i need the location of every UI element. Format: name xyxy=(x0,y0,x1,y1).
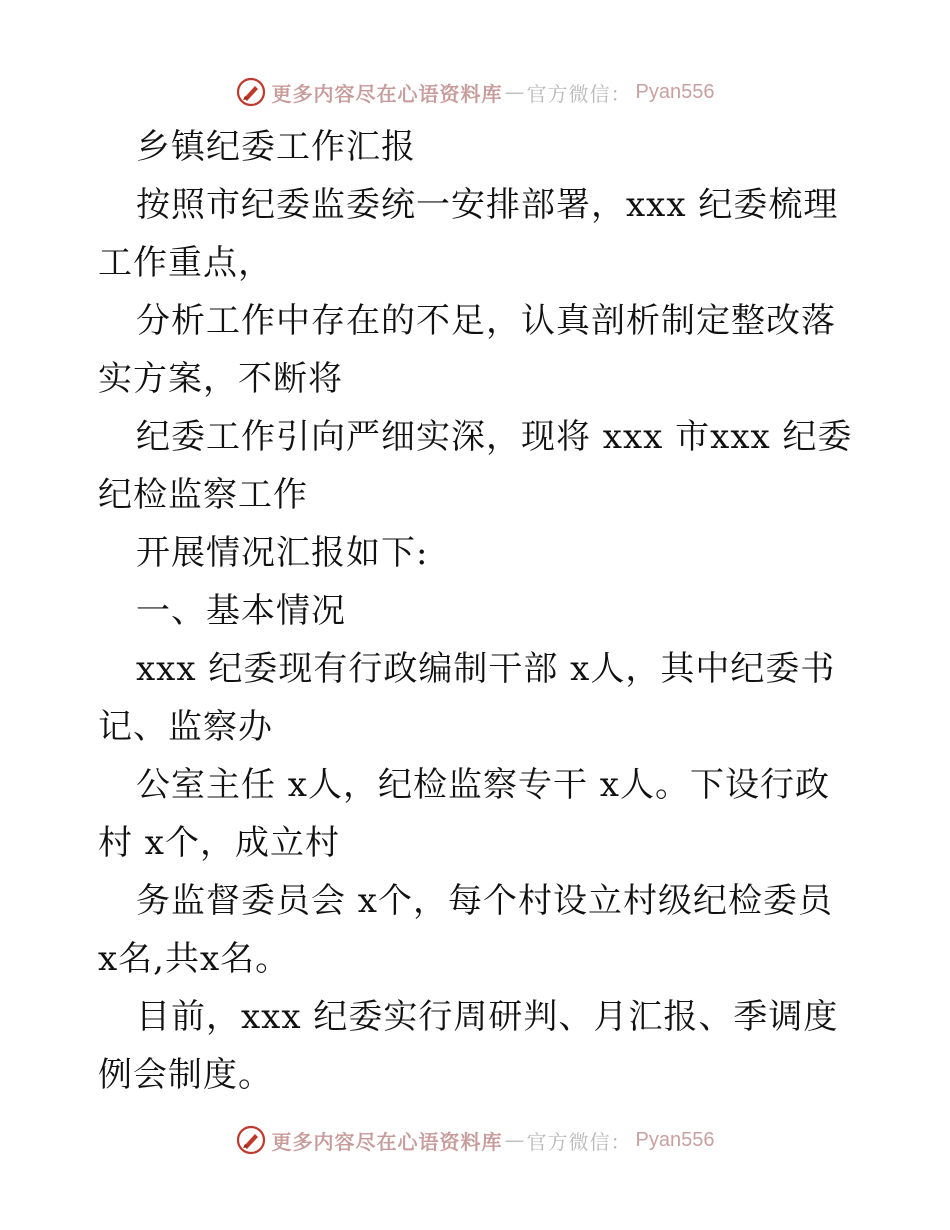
footer-watermark xyxy=(0,1120,950,1160)
watermark-dash: — xyxy=(504,80,525,104)
watermark-dash: — xyxy=(504,1128,525,1152)
watermark-sub-text: 官方微信： xyxy=(526,81,632,106)
pen-logo-icon xyxy=(236,77,266,107)
paragraph: 开展情况汇报如下: xyxy=(136,533,429,573)
watermark-wechat-id: Pyan556 xyxy=(635,80,715,103)
paragraph: 务监督委员会 x个，每个村设立村级纪检委员 x名,共x名。 xyxy=(98,881,833,979)
watermark-main-text: 更多内容尽在心语资料库 xyxy=(271,81,503,106)
paragraph: 公室主任 x人，纪检监察专干 x人。下设行政村 x个，成立村 xyxy=(98,765,830,863)
document-title: 乡镇纪委工作汇报 xyxy=(136,127,416,167)
paragraph: 按照市纪委监委统一安排部署，xxx 纪委梳理工作重点， xyxy=(98,185,839,283)
watermark-wechat-id: Pyan556 xyxy=(635,1128,715,1151)
document-body xyxy=(98,118,858,1104)
paragraph: 目前，xxx 纪委实行周研判、月汇报、季调度例会制度。 xyxy=(98,997,839,1095)
watermark-sub-text: 官方微信： xyxy=(526,1129,632,1154)
paragraph: 纪委工作引向严细实深，现将 xxx 市xxx 纪委纪检监察工作 xyxy=(98,417,853,515)
section-heading: 一、基本情况 xyxy=(136,591,346,631)
paragraph: xxx 纪委现有行政编制干部 x人，其中纪委书记、监察办 xyxy=(98,649,836,747)
header-watermark xyxy=(0,72,950,112)
watermark-main-text: 更多内容尽在心语资料库 xyxy=(271,1129,503,1154)
pen-logo-icon xyxy=(236,1125,266,1155)
paragraph: 分析工作中存在的不足，认真剖析制定整改落实方案，不断将 xyxy=(98,301,836,399)
